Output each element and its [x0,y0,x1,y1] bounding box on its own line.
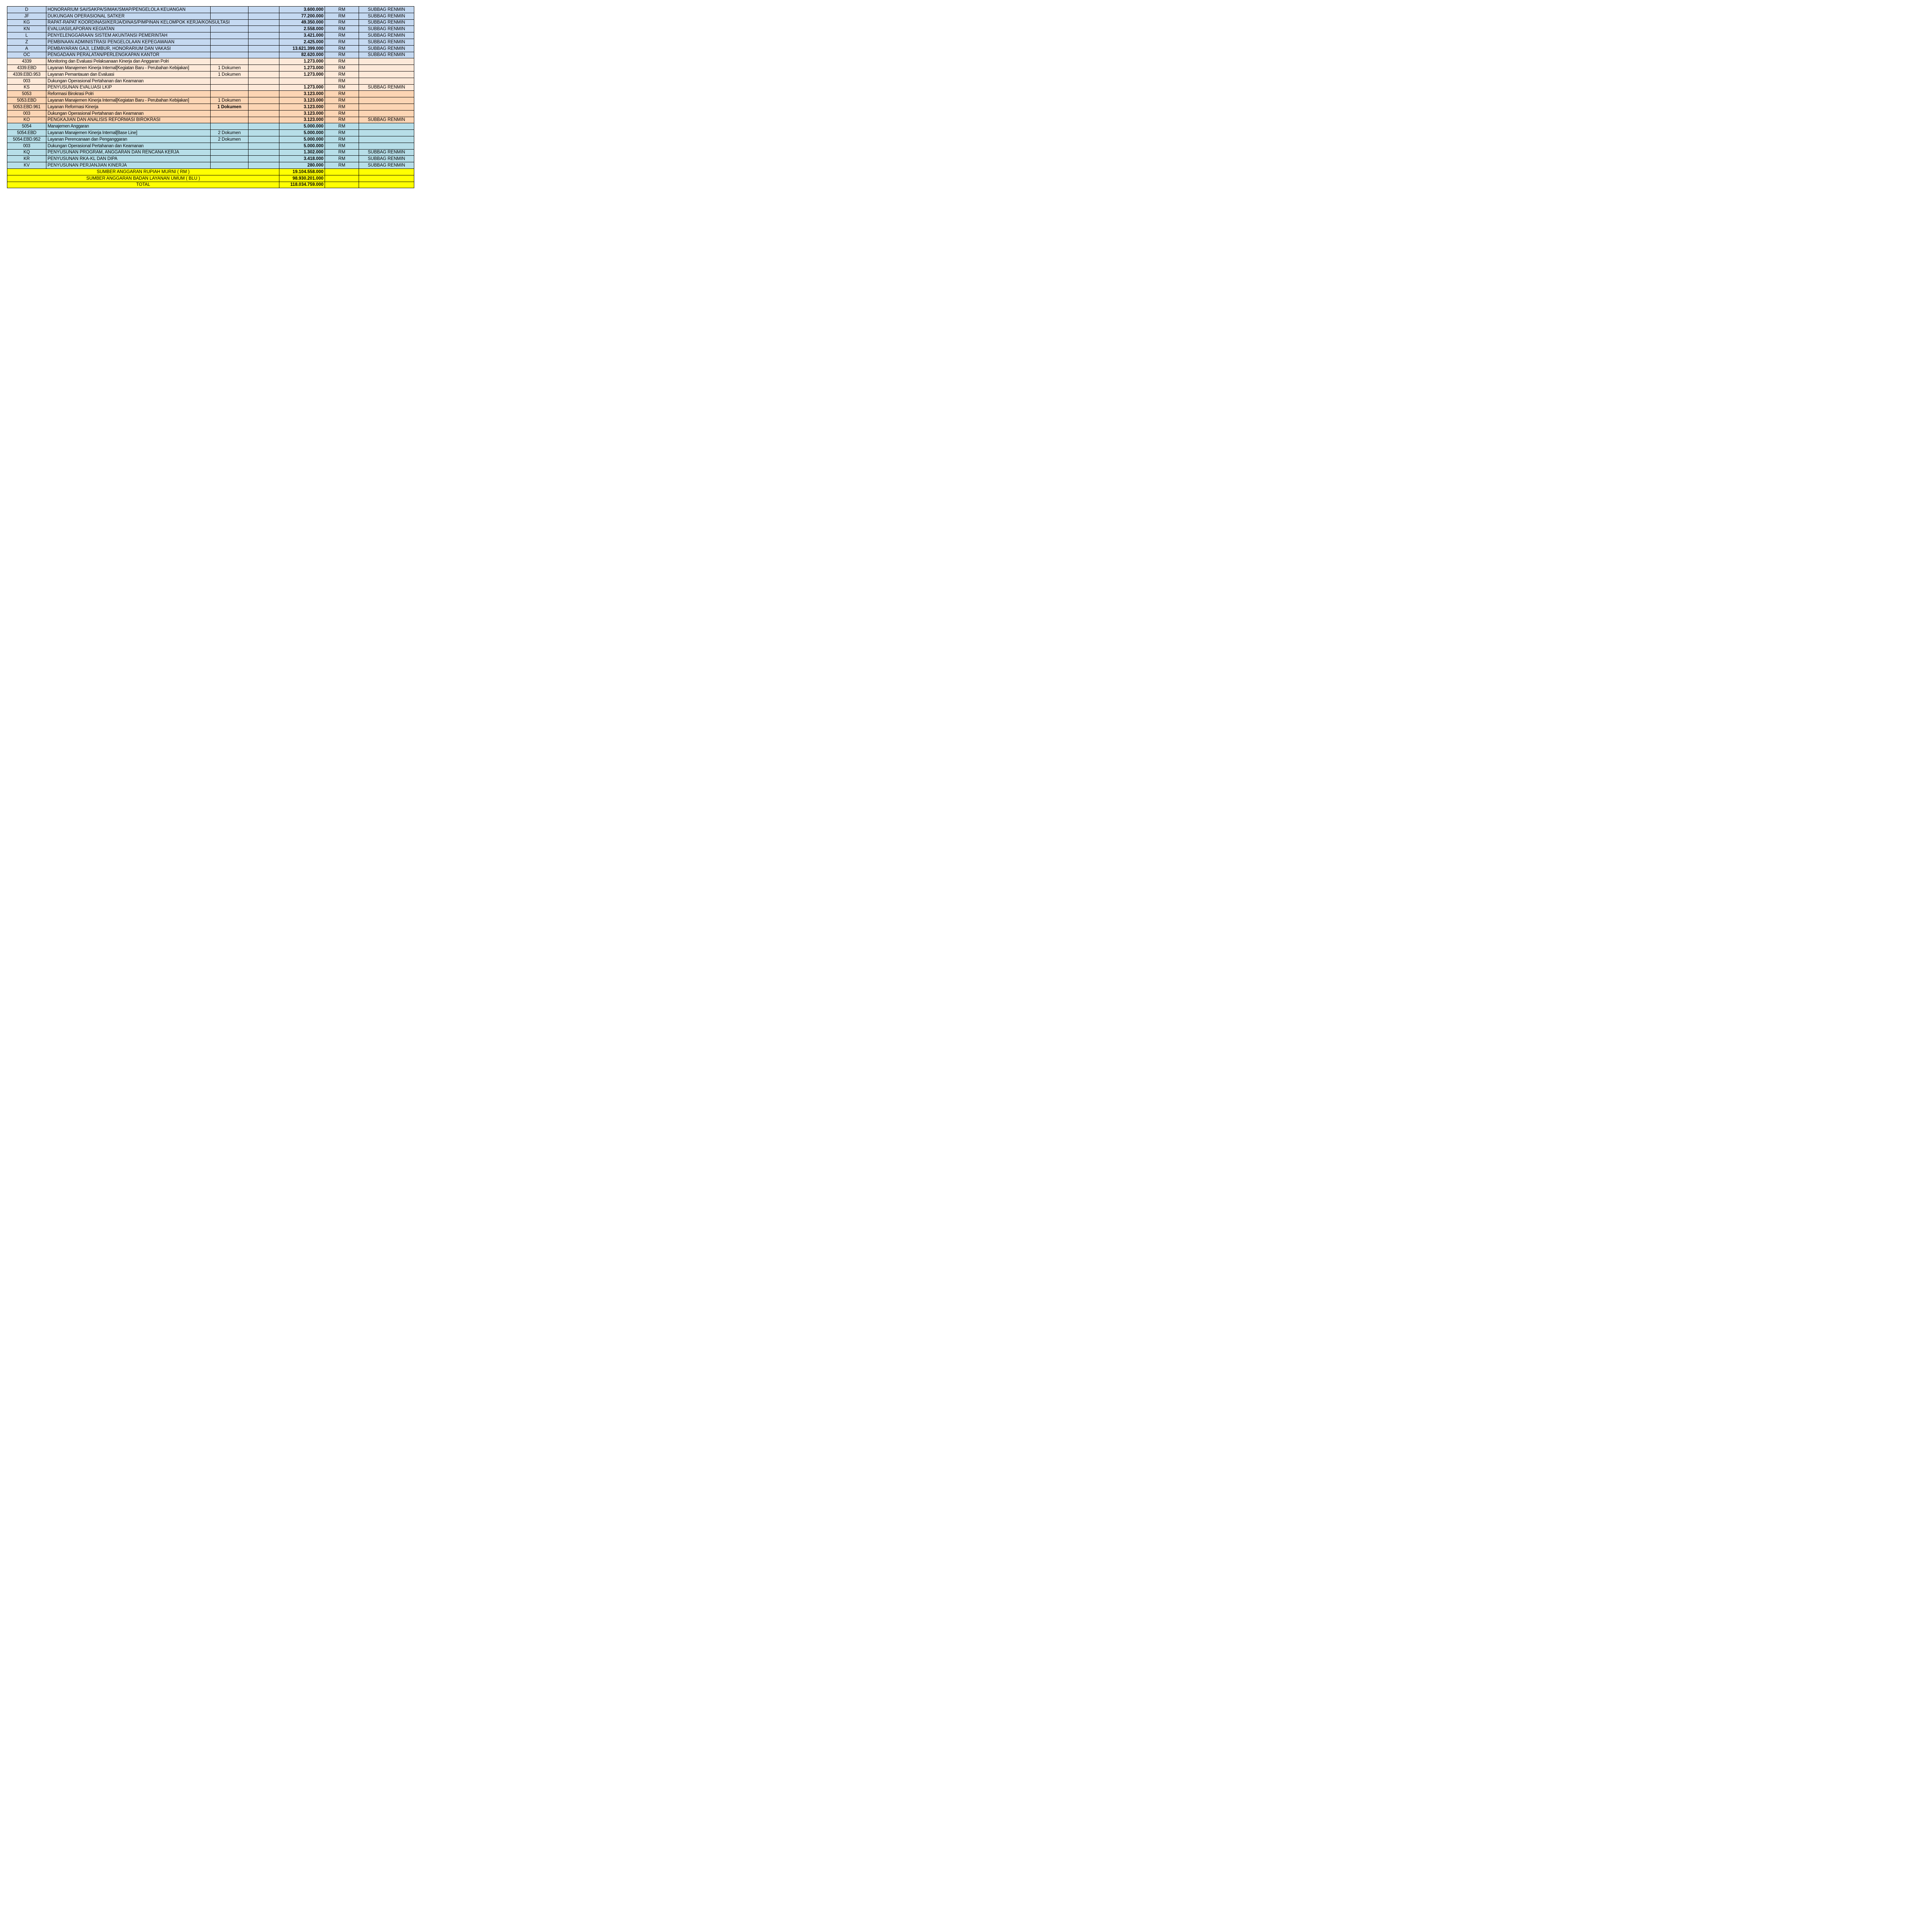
empty-cell [248,110,279,117]
volume-cell [211,52,248,58]
empty-cell [248,143,279,149]
volume-cell [211,32,248,39]
volume-cell [211,26,248,32]
total-amount: 118.034.759.000 [279,182,325,188]
kode-cell: KR [7,156,46,162]
jumlah-cell: 5.000.000 [279,123,325,130]
sumber-dana-cell: RM [325,117,359,123]
table-row [7,52,414,58]
jumlah-cell: 3.418.000 [279,156,325,162]
table-row [7,7,414,13]
sumber-dana-cell: RM [325,26,359,32]
table-row [7,26,414,32]
kode-cell: 4339.EBD [7,65,46,71]
table-row [7,78,414,84]
total-label: SUMBER ANGGARAN RUPIAH MURNI ( RM ) [7,168,279,175]
total-label: TOTAL [7,182,279,188]
jumlah-cell: 1.273.000 [279,65,325,71]
empty-cell [248,52,279,58]
pelaksana-cell: SUBBAG RENMIN [359,32,414,39]
total-amount: 19.104.558.000 [279,168,325,175]
uraian-cell: PENYUSUNAN PROGRAM, ANGGARAN DAN RENCANA KERJA [46,149,211,156]
empty-cell [248,32,279,39]
table-row [7,136,414,143]
volume-cell: 1 Dokumen [211,104,248,110]
jumlah-cell: 13.621.399.000 [279,45,325,52]
pelaksana-cell: SUBBAG RENMIN [359,26,414,32]
pelaksana-cell [359,143,414,149]
empty-cell [248,7,279,13]
volume-cell [211,58,248,65]
sumber-dana-cell: RM [325,19,359,26]
kode-cell: 5054 [7,123,46,130]
table-row [7,130,414,136]
sumber-dana-cell: RM [325,91,359,97]
empty-cell [248,130,279,136]
uraian-cell: Dukungan Operasional Pertahanan dan Keamanan [46,110,211,117]
uraian-cell: PENGKAJIAN DAN ANALISIS REFORMASI BIROKRASI [46,117,211,123]
jumlah-cell: 2.558.000 [279,26,325,32]
uraian-cell: PEMBAYARAN GAJI, LEMBUR, HONORARIUM DAN VAKASI [46,45,211,52]
jumlah-cell: 280.000 [279,162,325,169]
jumlah-cell: 82.620.000 [279,52,325,58]
total-label: SUMBER ANGGARAN BADAN LAYANAN UMUM ( BLU ) [7,175,279,182]
jumlah-cell: 2.425.000 [279,39,325,45]
empty-cell [248,97,279,104]
volume-cell [211,45,248,52]
kode-cell: Z [7,39,46,45]
pelaksana-cell [359,123,414,130]
uraian-cell: PEMBINAAN ADMINISTRASI PENGELOLAAN KEPEGAWAIAN [46,39,211,45]
sumber-dana-cell: RM [325,123,359,130]
table-row [7,149,414,156]
empty-cell [248,136,279,143]
table-row [7,162,414,169]
volume-cell: 1 Dokumen [211,71,248,78]
pelaksana-cell: SUBBAG RENMIN [359,156,414,162]
table-row [7,97,414,104]
volume-cell [211,7,248,13]
uraian-cell: PENYUSUNAN EVALUASI LKIP [46,84,211,91]
empty-cell [248,78,279,84]
empty-cell [248,149,279,156]
empty-cell [248,162,279,169]
total-empty-cell [325,168,359,175]
sumber-dana-cell: RM [325,39,359,45]
sumber-dana-cell: RM [325,130,359,136]
total-empty-cell [359,182,414,188]
jumlah-cell: 3.600.000 [279,7,325,13]
uraian-cell: PENYUSUNAN RKA-KL DAN DIPA [46,156,211,162]
empty-cell [248,156,279,162]
kode-cell: 5054.EBD [7,130,46,136]
table-row [7,110,414,117]
sumber-dana-cell: RM [325,13,359,19]
empty-cell [248,65,279,71]
kode-cell: L [7,32,46,39]
empty-cell [248,45,279,52]
volume-cell [211,13,248,19]
jumlah-cell: 5.000.000 [279,143,325,149]
total-row [7,182,414,188]
sumber-dana-cell: RM [325,52,359,58]
uraian-cell: PENGADAAN PERALATAN/PERLENGKAPAN KANTOR [46,52,211,58]
sumber-dana-cell: RM [325,45,359,52]
uraian-cell: Dukungan Operasional Pertahanan dan Keamanan [46,78,211,84]
empty-cell [248,58,279,65]
kode-cell: 003 [7,78,46,84]
sumber-dana-cell: RM [325,97,359,104]
volume-cell: 1 Dokumen [211,65,248,71]
pelaksana-cell [359,104,414,110]
table-row [7,143,414,149]
uraian-cell: DUKUNGAN OPERASIONAL SATKER [46,13,211,19]
empty-cell [248,13,279,19]
jumlah-cell: 5.000.000 [279,130,325,136]
uraian-cell: Layanan Perencanaan dan Penganggaran [46,136,211,143]
empty-cell [248,104,279,110]
table-row [7,39,414,45]
kode-cell: 4339 [7,58,46,65]
uraian-cell: Layanan Manajemen Kinerja Internal[Kegiatan Baru - Perubahan Kebijakan] [46,65,211,71]
volume-cell [211,91,248,97]
pelaksana-cell [359,65,414,71]
pelaksana-cell [359,78,414,84]
sumber-dana-cell: RM [325,104,359,110]
uraian-cell: EVALUASI/LAPORAN KEGIATAN [46,26,211,32]
pelaksana-cell: SUBBAG RENMIN [359,117,414,123]
sumber-dana-cell: RM [325,156,359,162]
volume-cell [211,149,248,156]
table-row [7,104,414,110]
sumber-dana-cell: RM [325,32,359,39]
sumber-dana-cell: RM [325,136,359,143]
table-row [7,19,414,26]
kode-cell: KQ [7,149,46,156]
volume-cell: 2 Dokumen [211,130,248,136]
sumber-dana-cell: RM [325,84,359,91]
jumlah-cell: 1.273.000 [279,58,325,65]
volume-cell: 2 Dokumen [211,136,248,143]
pelaksana-cell: SUBBAG RENMIN [359,84,414,91]
total-amount: 98.930.201.000 [279,175,325,182]
empty-cell [248,91,279,97]
pelaksana-cell [359,130,414,136]
pelaksana-cell: SUBBAG RENMIN [359,7,414,13]
jumlah-cell: 3.421.000 [279,32,325,39]
sumber-dana-cell: RM [325,78,359,84]
uraian-cell: PENYUSUNAN PERJANJIAN KINERJA [46,162,211,169]
budget-totals [7,168,414,188]
jumlah-cell: 1.273.000 [279,84,325,91]
kode-cell: A [7,45,46,52]
sumber-dana-cell: RM [325,110,359,117]
sumber-dana-cell: RM [325,149,359,156]
budget-rows [7,7,414,169]
kode-cell: 003 [7,110,46,117]
empty-cell [248,26,279,32]
sumber-dana-cell: RM [325,71,359,78]
jumlah-cell: 1.273.000 [279,71,325,78]
volume-cell [211,110,248,117]
jumlah-cell: 3.123.000 [279,91,325,97]
table-row [7,117,414,123]
kode-cell: OC [7,52,46,58]
jumlah-cell: 3.123.000 [279,97,325,104]
jumlah-cell: 3.123.000 [279,104,325,110]
volume-cell [211,117,248,123]
total-empty-cell [325,175,359,182]
budget-table [7,6,414,188]
pelaksana-cell [359,91,414,97]
kode-cell: KV [7,162,46,169]
jumlah-cell: 49.350.000 [279,19,325,26]
uraian-cell: Layanan Manajemen Kinerja Internal[Kegiatan Baru - Perubahan Kebijakan] [46,97,211,104]
jumlah-cell: 3.123.000 [279,110,325,117]
table-row [7,13,414,19]
uraian-cell: RAPAT-RAPAT KOORDINASI/KERJA/DINAS/PIMPINAN KELOMPOK KERJA/KONSULTASI [46,19,248,26]
volume-cell [211,123,248,130]
empty-cell [248,71,279,78]
empty-cell [248,39,279,45]
total-row [7,175,414,182]
volume-cell [211,78,248,84]
table-row [7,156,414,162]
volume-cell: 1 Dokumen [211,97,248,104]
table-row [7,32,414,39]
uraian-cell: Manajemen Anggaran [46,123,211,130]
kode-cell: 5054.EBD.952 [7,136,46,143]
kode-cell: 003 [7,143,46,149]
pelaksana-cell: SUBBAG RENMIN [359,13,414,19]
table-row [7,71,414,78]
kode-cell: JF [7,13,46,19]
pelaksana-cell [359,110,414,117]
sumber-dana-cell: RM [325,58,359,65]
pelaksana-cell: SUBBAG RENMIN [359,149,414,156]
pelaksana-cell: SUBBAG RENMIN [359,45,414,52]
uraian-cell: Reformasi Birokrasi Polri [46,91,211,97]
total-empty-cell [359,175,414,182]
kode-cell: 5053.EBD [7,97,46,104]
sumber-dana-cell: RM [325,65,359,71]
volume-cell [211,39,248,45]
total-row [7,168,414,175]
table-row [7,58,414,65]
kode-cell: KN [7,26,46,32]
jumlah-cell: 77.200.000 [279,13,325,19]
pelaksana-cell [359,97,414,104]
sumber-dana-cell: RM [325,7,359,13]
sumber-dana-cell: RM [325,162,359,169]
kode-cell: 5053.EBD.961 [7,104,46,110]
kode-cell: 5053 [7,91,46,97]
pelaksana-cell [359,58,414,65]
kode-cell: D [7,7,46,13]
table-row [7,123,414,130]
uraian-cell: Layanan Manajemen Kinerja Internal[Base Line] [46,130,211,136]
jumlah-cell: 1.302.000 [279,149,325,156]
kode-cell: KS [7,84,46,91]
empty-cell [248,84,279,91]
empty-cell [248,123,279,130]
table-row [7,45,414,52]
table-row [7,84,414,91]
pelaksana-cell: SUBBAG RENMIN [359,162,414,169]
pelaksana-cell: SUBBAG RENMIN [359,52,414,58]
table-row [7,91,414,97]
kode-cell: KO [7,117,46,123]
table-row [7,65,414,71]
uraian-cell: Layanan Pemantauan dan Evaluasi [46,71,211,78]
pelaksana-cell [359,71,414,78]
uraian-cell: Layanan Reformasi Kinerja [46,104,211,110]
jumlah-cell [279,78,325,84]
volume-cell [211,156,248,162]
pelaksana-cell: SUBBAG RENMIN [359,19,414,26]
volume-cell [211,162,248,169]
kode-cell: KG [7,19,46,26]
total-empty-cell [325,182,359,188]
volume-cell [211,143,248,149]
sumber-dana-cell: RM [325,143,359,149]
pelaksana-cell [359,136,414,143]
uraian-cell: Monitoring dan Evaluasi Pelaksanaan Kinerja dan Anggaran Polri [46,58,211,65]
volume-cell [211,84,248,91]
pelaksana-cell: SUBBAG RENMIN [359,39,414,45]
uraian-cell: PENYELENGGARAAN SISTEM AKUNTANSI PEMERINTAH [46,32,211,39]
uraian-cell: Dukungan Operasional Pertahanan dan Keamanan [46,143,211,149]
jumlah-cell: 5.000.000 [279,136,325,143]
empty-cell [248,117,279,123]
empty-cell [248,19,279,26]
total-empty-cell [359,168,414,175]
jumlah-cell: 3.123.000 [279,117,325,123]
kode-cell: 4339.EBD.953 [7,71,46,78]
uraian-cell: HONORARIUM SAI/SAKPA/SIMAK/SMAP/PENGELOLA KEUANGAN [46,7,211,13]
